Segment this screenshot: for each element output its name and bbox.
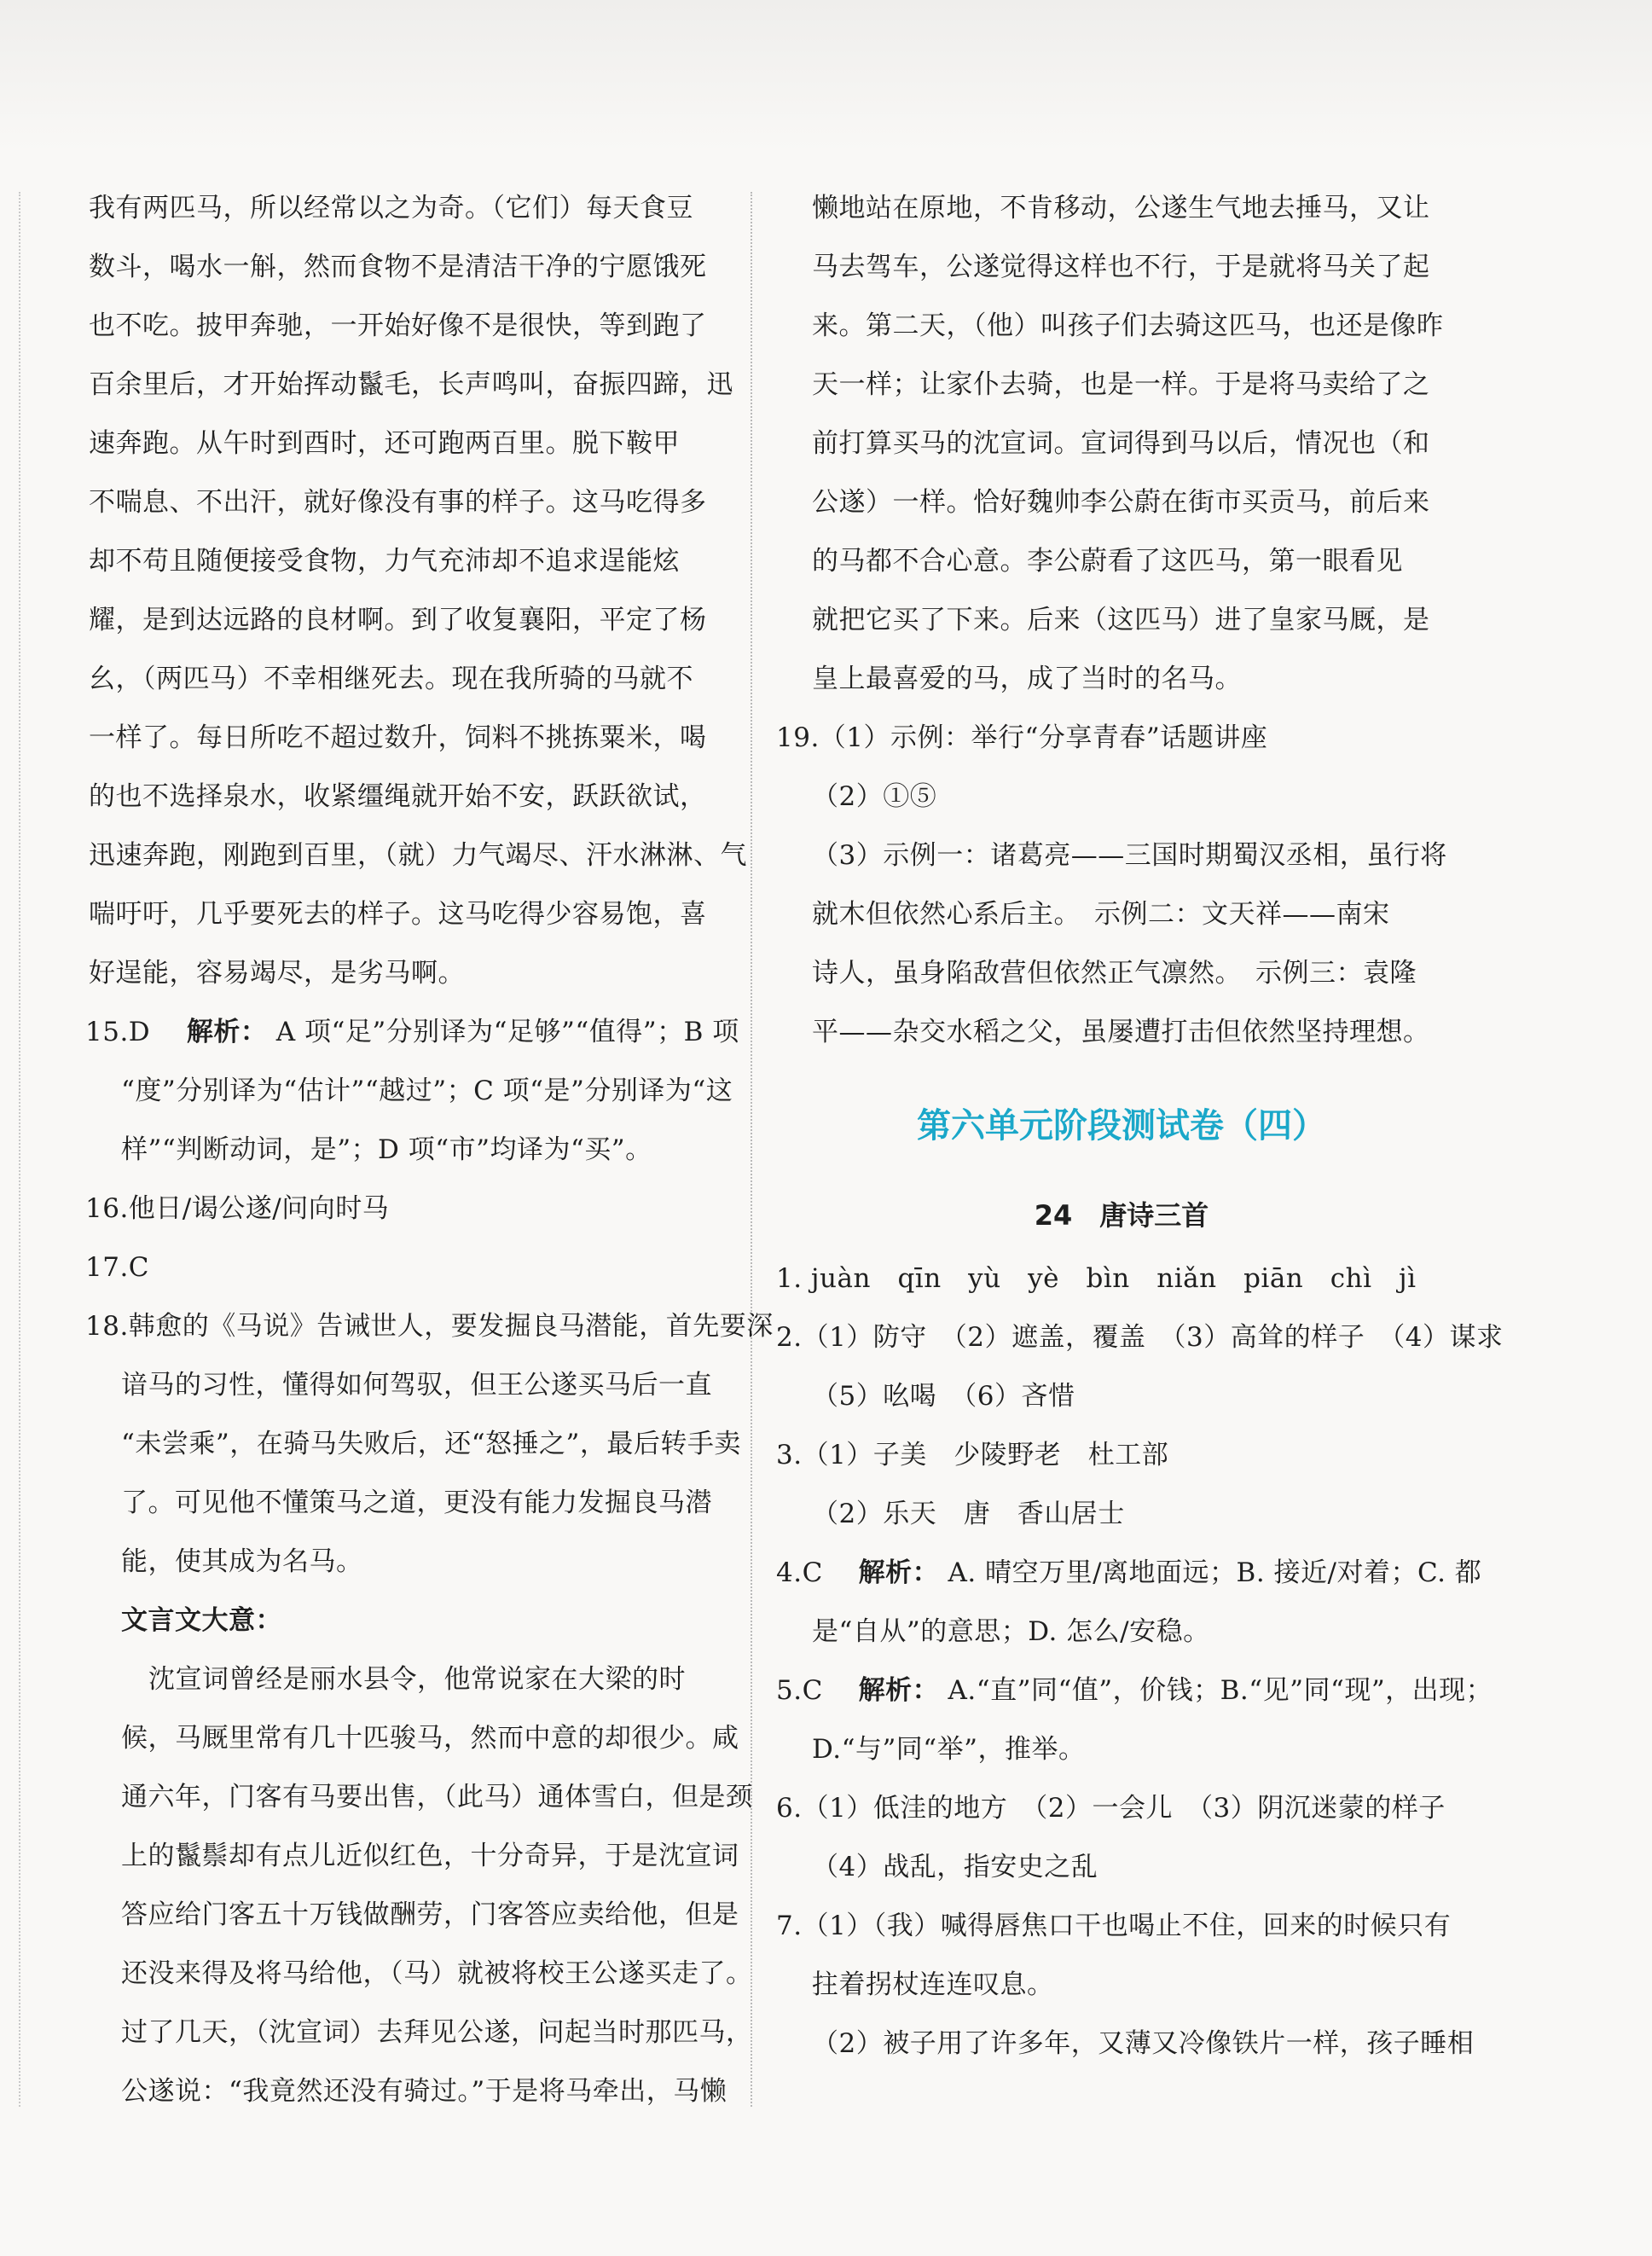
answer-15 <box>85 1003 739 1062</box>
answer-17: 17.C <box>85 1252 150 1283</box>
answer-18-line: 谙马的习性，懂得如何驾驭，但王公遂买马后一直 <box>121 1370 712 1401</box>
answer-18-line: 了。可见他不懂策马之道，更没有能力发掘良马潜 <box>121 1488 712 1518</box>
wenyan-line: 还没来得及将马给他，（马）就被将校王公遂买走了。 <box>121 1958 753 1989</box>
lesson-title: 24 唐诗三首 <box>1034 1199 1209 1232</box>
answer-18-line: “未尝乘”，在骑马失败后，还“怒捶之”，最后转手卖 <box>121 1429 741 1459</box>
answer-18: 18.韩愈的《马说》告诫世人，要发掘良马潜能，首先要深 <box>85 1311 774 1342</box>
wenyan-line: 皇上最喜爱的马，成了当时的名马。 <box>812 664 1242 694</box>
answer-2-line: （5）吆喝 （6）吝惜 <box>812 1381 1075 1412</box>
translation-line: 迅速奔跑，刚跑到百里，（就）力气竭尽、汗水淋淋、气 <box>89 840 747 871</box>
answer-15-text: A 项“足”分别译为“足够”“值得”；B 项 <box>275 1017 739 1047</box>
answer-18-line: 能，使其成为名马。 <box>121 1546 363 1577</box>
translation-line: 的也不选择泉水，收紧缰绳就开始不安，跃跃欲试， <box>89 781 707 812</box>
answer-3-line: （2）乐天 唐 香山居士 <box>812 1499 1125 1529</box>
answer-5-line: D.“与”同“举”，推举。 <box>812 1734 1086 1765</box>
answer-6: 6.（1）低洼的地方 （2）一会儿 （3）阴沉迷蒙的样子 <box>776 1793 1446 1824</box>
answer-5-head: 5.C <box>776 1675 850 1706</box>
answer-19-3-line: 平——杂交水稻之父，虽屡遭打击但依然坚持理想。 <box>812 1017 1430 1047</box>
wenyan-line: 上的鬣鬃却有点儿近似红色，十分奇异，于是沈宣词 <box>121 1841 739 1871</box>
wenyan-line: 前打算买马的沈宣词。宣词得到马以后，情况也（和 <box>812 428 1430 459</box>
translation-line: 数斗，喝水一斛，然而食物不是清洁干净的宁愿饿死 <box>89 252 707 282</box>
answer-6-line: （4）战乱，指安史之乱 <box>812 1852 1098 1882</box>
wenyan-line: 沈宣词曾经是丽水县令，他常说家在大梁的时 <box>148 1664 686 1695</box>
left-column <box>85 179 774 2121</box>
wenyan-line: 就把它买了下来。后来（这匹马）进了皇家马厩，是 <box>812 605 1430 635</box>
translation-line: 喘吁吁，几乎要死去的样子。这马吃得少容易饱，喜 <box>89 899 707 930</box>
answer-19-3-line: 就木但依然心系后主。 示例二：文天祥——南宋 <box>812 899 1390 930</box>
wenyan-line: 公遂说：“我竟然还没有骑过。”于是将马牵出，马懒 <box>121 2076 727 2107</box>
translation-line: 却不苟且随便接受食物，力气充沛却不追求逞能炫 <box>89 546 680 577</box>
analysis-label: 解析： <box>858 1675 940 1706</box>
answer-3: 3.（1）子美 少陵野老 杜工部 <box>776 1440 1169 1470</box>
translation-line: 耀，是到达远路的良材啊。到了收复襄阳，平定了杨 <box>89 605 707 635</box>
answer-1: 1. juàn qīn yù yè bìn niǎn piān chì jì <box>776 1263 1417 1294</box>
right-column <box>776 179 1504 2073</box>
page-shadow <box>0 0 1652 154</box>
answer-15-line: “度”分别译为“估计”“越过”；C 项“是”分别译为“这 <box>121 1076 733 1106</box>
answer-19-3: （3）示例一：诸葛亮——三国时期蜀汉丞相，虽行将 <box>812 840 1447 871</box>
wenyan-line: 过了几天，（沈宣词）去拜见公遂，问起当时那匹马， <box>121 2017 753 2048</box>
answer-5-text: A.“直”同“值”，价钱；B.“见”同“现”，出现； <box>948 1675 1493 1706</box>
answer-15-head: 15.D <box>85 1017 151 1047</box>
answer-7-line: 拄着拐杖连连叹息。 <box>812 1969 1054 2000</box>
answer-4-text: A. 晴空万里/离地面远；B. 接近/对着；C. 都 <box>948 1557 1482 1588</box>
translation-line: 也不吃。披甲奔驰，一开始好像不是很快，等到跑了 <box>89 310 707 341</box>
translation-line: 一样了。每日所吃不超过数升，饲料不挑拣粟米，喝 <box>89 722 707 753</box>
answer-19: 19.（1）示例：举行“分享青春”话题讲座 <box>776 722 1268 753</box>
binding-dots <box>19 192 20 2107</box>
wenyan-line: 马去驾车，公遂觉得这样也不行，于是就将马关了起 <box>812 252 1430 282</box>
answer-7: 7.（1）（我）喊得唇焦口干也喝止不住，回来的时候只有 <box>776 1911 1452 1941</box>
answer-5 <box>776 1662 1493 1720</box>
wenyan-line: 候，马厩里常有几十匹骏马，然而中意的却很少。咸 <box>121 1723 739 1754</box>
analysis-label: 解析： <box>858 1557 940 1588</box>
answer-16: 16.他日/谒公遂/问向时马 <box>85 1193 390 1224</box>
answer-19-2: （2）①⑤ <box>812 781 937 812</box>
translation-line: 我有两匹马，所以经常以之为奇。（它们）每天食豆 <box>89 193 693 223</box>
answer-2: 2.（1）防守 （2）遮盖，覆盖 （3）高耸的样子 （4）谋求 <box>776 1322 1504 1353</box>
answer-19-3-line: 诗人，虽身陷敌营但依然正气凛然。 示例三：袁隆 <box>812 958 1417 989</box>
translation-line: 好逞能，容易竭尽，是劣马啊。 <box>89 958 465 989</box>
translation-line: 百余里后，才开始挥动鬣毛，长声鸣叫，奋振四蹄，迅 <box>89 369 733 400</box>
analysis-label: 解析： <box>186 1017 268 1047</box>
answer-4 <box>776 1544 1482 1603</box>
translation-line: 不喘息、不出汗，就好像没有事的样子。这马吃得多 <box>89 487 707 518</box>
translation-line: 幺，（两匹马）不幸相继死去。现在我所骑的马就不 <box>89 664 693 694</box>
wenyan-line: 懒地站在原地，不肯移动，公遂生气地去捶马，又让 <box>812 193 1430 223</box>
wenyan-heading: 文言文大意： <box>121 1605 282 1636</box>
wenyan-line: 的马都不合心意。李公蔚看了这匹马，第一眼看见 <box>812 546 1403 577</box>
wenyan-line: 天一样；让家仆去骑，也是一样。于是将马卖给了之 <box>812 369 1430 400</box>
translation-line: 速奔跑。从午时到酉时，还可跑两百里。脱下鞍甲 <box>89 428 680 459</box>
wenyan-line: 公遂）一样。恰好魏帅李公蔚在街市买贡马，前后来 <box>812 487 1430 518</box>
section-title: 第六单元阶段测试卷（四） <box>917 1106 1326 1145</box>
wenyan-line: 通六年，门客有马要出售，（此马）通体雪白，但是颈 <box>121 1782 753 1812</box>
answer-4-head: 4.C <box>776 1557 850 1588</box>
answer-7-line: （2）被子用了许多年，又薄又冷像铁片一样，孩子睡相 <box>812 2028 1475 2059</box>
answer-15-line: 样”“判断动词，是”；D 项“市”均译为“买”。 <box>121 1134 652 1165</box>
answer-4-line: 是“自从”的意思；D. 怎么/安稳。 <box>812 1616 1210 1647</box>
wenyan-line: 答应给门客五十万钱做酬劳，门客答应卖给他，但是 <box>121 1899 739 1930</box>
wenyan-line: 来。第二天，（他）叫孩子们去骑这匹马，也还是像昨 <box>812 310 1444 341</box>
